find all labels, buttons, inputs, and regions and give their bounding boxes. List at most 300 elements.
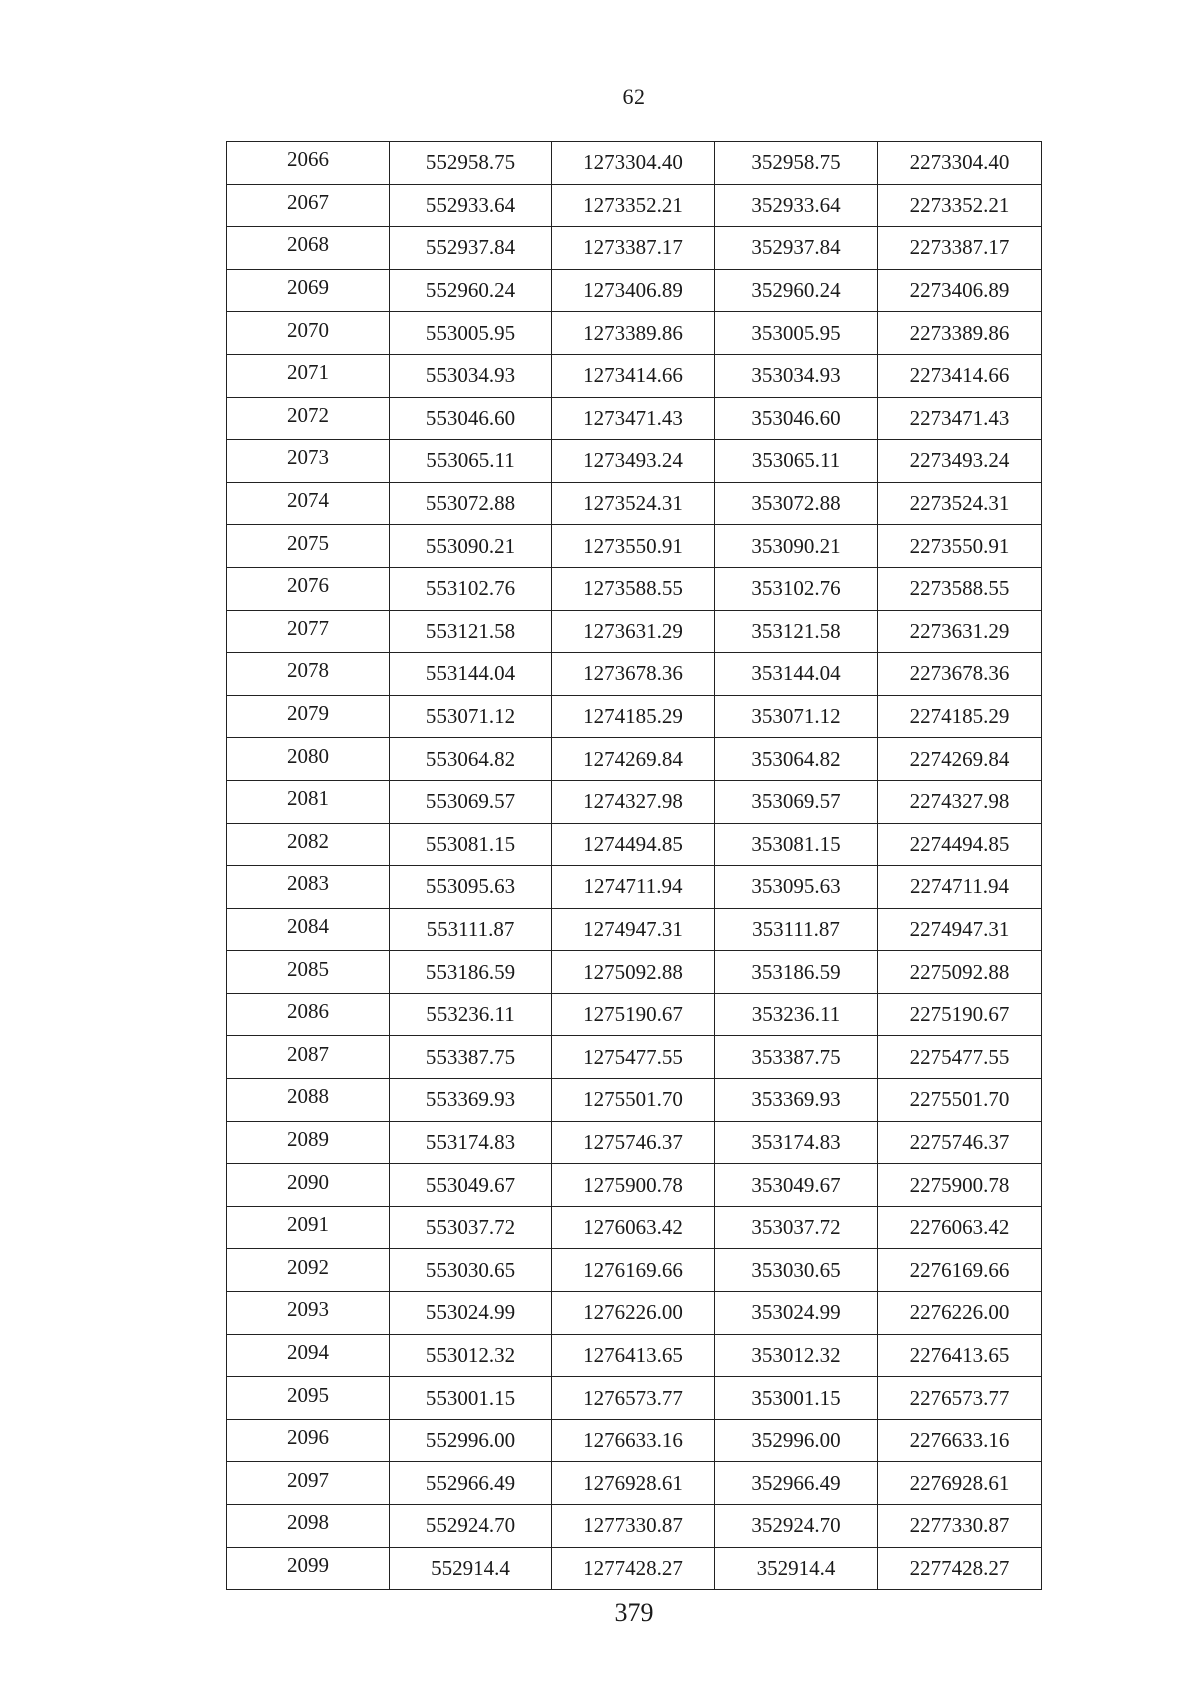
coordinate-value: 552966.49: [425, 1470, 516, 1495]
table-cell: [552, 1505, 715, 1548]
point-id: 2066: [287, 147, 329, 172]
point-id: 2096: [287, 1425, 329, 1450]
table-cell: [552, 567, 715, 610]
table-cell: [227, 1419, 390, 1462]
table-cell: [715, 482, 878, 525]
table-cell: [552, 610, 715, 653]
table-cell: [878, 354, 1042, 397]
table-cell: [390, 1249, 552, 1292]
table-cell: [878, 1079, 1042, 1122]
coordinate-value: 2275900.78: [909, 1172, 1010, 1197]
table-cell: [552, 1206, 715, 1249]
table-cell: [227, 610, 390, 653]
coordinate-value: 353236.11: [751, 1002, 841, 1027]
table-cell: [715, 653, 878, 696]
table-row: [227, 738, 1042, 781]
table-cell: [878, 440, 1042, 483]
coordinate-value: 2273524.31: [909, 491, 1010, 516]
table-row: [227, 1164, 1042, 1207]
table-cell: [715, 227, 878, 270]
table-row: [227, 823, 1042, 866]
table-row: [227, 525, 1042, 568]
coordinate-value: 553144.04: [425, 661, 516, 686]
table-row: [227, 1547, 1042, 1590]
table-cell: [878, 1164, 1042, 1207]
point-id: 2084: [287, 913, 329, 938]
coordinate-value: 2273389.86: [909, 320, 1010, 345]
table-row: [227, 312, 1042, 355]
table-row: [227, 695, 1042, 738]
coordinate-value: 353387.75: [751, 1044, 841, 1069]
coordinate-value: 2275501.70: [909, 1087, 1010, 1112]
table-cell: [227, 1206, 390, 1249]
coordinate-value: 353121.58: [751, 618, 841, 643]
coordinate-value: 552996.00: [425, 1428, 516, 1453]
table-cell: [552, 993, 715, 1036]
coordinate-value: 1273406.89: [583, 278, 683, 303]
table-cell: [715, 1079, 878, 1122]
coordinate-value: 2276413.65: [909, 1342, 1010, 1367]
coordinate-value: 2275190.67: [909, 1002, 1010, 1027]
table-cell: [552, 482, 715, 525]
coordinate-value: 1277428.27: [583, 1555, 683, 1580]
table-cell: [390, 610, 552, 653]
coordinate-value: 1276633.16: [583, 1428, 683, 1453]
table-cell: [390, 1036, 552, 1079]
coordinate-value: 353186.59: [751, 959, 841, 984]
table-row: [227, 354, 1042, 397]
coordinate-value: 353012.32: [751, 1342, 841, 1367]
point-id: 2081: [287, 786, 329, 811]
coordinate-table-container: [226, 141, 1036, 1590]
coordinate-value: 2273387.17: [909, 235, 1010, 260]
table-cell: [552, 142, 715, 185]
table-row: [227, 1462, 1042, 1505]
coordinate-value: 1276169.66: [583, 1257, 683, 1282]
coordinate-value: 353064.82: [751, 746, 841, 771]
table-cell: [227, 525, 390, 568]
coordinate-value: 1276573.77: [583, 1385, 683, 1410]
coordinate-value: 553065.11: [426, 448, 515, 473]
coordinate-value: 353369.93: [751, 1087, 841, 1112]
table-cell: [390, 1462, 552, 1505]
table-cell: [390, 269, 552, 312]
table-row: [227, 227, 1042, 270]
coordinate-value: 353174.83: [751, 1129, 841, 1154]
table-cell: [390, 1121, 552, 1164]
table-cell: [552, 951, 715, 994]
coordinate-value: 553072.88: [425, 491, 516, 516]
coordinate-value: 1274494.85: [583, 831, 683, 856]
coordinate-value: 353024.99: [751, 1300, 841, 1325]
table-row: [227, 780, 1042, 823]
table-cell: [715, 1462, 878, 1505]
coordinate-value: 1275900.78: [583, 1172, 683, 1197]
table-cell: [390, 312, 552, 355]
coordinate-value: 353049.67: [751, 1172, 841, 1197]
coordinate-value: 553071.12: [425, 704, 516, 729]
coordinate-value: 1275501.70: [583, 1087, 683, 1112]
point-id: 2077: [287, 615, 329, 640]
coordinate-value: 353001.15: [751, 1385, 841, 1410]
table-cell: [390, 567, 552, 610]
table-cell: [715, 142, 878, 185]
table-row: [227, 184, 1042, 227]
table-cell: [227, 823, 390, 866]
table-cell: [552, 1462, 715, 1505]
table-cell: [878, 653, 1042, 696]
table-cell: [390, 780, 552, 823]
coordinate-value: 553095.63: [425, 874, 516, 899]
table-cell: [552, 312, 715, 355]
point-id: 2082: [287, 828, 329, 853]
table-cell: [878, 1292, 1042, 1335]
table-body: [227, 142, 1042, 1590]
coordinate-value: 552914.4: [431, 1555, 510, 1580]
point-id: 2098: [287, 1510, 329, 1535]
table-cell: [552, 1377, 715, 1420]
table-cell: [390, 823, 552, 866]
table-cell: [878, 1505, 1042, 1548]
coordinate-value: 2273631.29: [909, 618, 1010, 643]
coordinate-value: 353034.93: [751, 363, 841, 388]
coordinate-value: 2275092.88: [909, 959, 1010, 984]
coordinate-value: 2273588.55: [909, 576, 1010, 601]
table-cell: [227, 1121, 390, 1164]
table-cell: [552, 440, 715, 483]
table-cell: [390, 482, 552, 525]
table-cell: [552, 1121, 715, 1164]
point-id: 2088: [287, 1084, 329, 1109]
table-cell: [878, 1462, 1042, 1505]
coordinate-value: 553111.87: [426, 916, 515, 941]
coordinate-value: 352966.49: [751, 1470, 841, 1495]
coordinate-value: 553034.93: [425, 363, 516, 388]
table-cell: [715, 823, 878, 866]
table-row: [227, 1206, 1042, 1249]
table-cell: [878, 1121, 1042, 1164]
table-cell: [390, 993, 552, 1036]
coordinate-value: 1277330.87: [583, 1513, 683, 1538]
point-id: 2078: [287, 658, 329, 683]
point-id: 2070: [287, 317, 329, 342]
table-cell: [390, 951, 552, 994]
coordinate-value: 2274711.94: [910, 874, 1009, 899]
table-row: [227, 1377, 1042, 1420]
coordinate-value: 2273304.40: [909, 150, 1010, 175]
coordinate-value: 2275746.37: [909, 1129, 1010, 1154]
table-cell: [878, 908, 1042, 951]
table-cell: [715, 184, 878, 227]
table-row: [227, 440, 1042, 483]
table-cell: [552, 184, 715, 227]
table-cell: [227, 1249, 390, 1292]
table-row: [227, 653, 1042, 696]
table-cell: [715, 1419, 878, 1462]
table-cell: [878, 269, 1042, 312]
table-cell: [227, 866, 390, 909]
coordinate-value: 1276063.42: [583, 1215, 683, 1240]
coordinate-value: 552937.84: [425, 235, 516, 260]
coordinate-value: 1275190.67: [583, 1002, 683, 1027]
table-cell: [878, 1547, 1042, 1590]
table-cell: [552, 866, 715, 909]
coordinate-value: 1274269.84: [583, 746, 683, 771]
coordinate-value: 2273471.43: [909, 405, 1010, 430]
point-id: 2091: [287, 1212, 329, 1237]
point-id: 2090: [287, 1169, 329, 1194]
coordinate-value: 353071.12: [751, 704, 841, 729]
table-cell: [552, 653, 715, 696]
table-cell: [390, 397, 552, 440]
point-id: 2094: [287, 1339, 329, 1364]
table-cell: [878, 397, 1042, 440]
coordinate-value: 353030.65: [751, 1257, 841, 1282]
coordinate-value: 1273524.31: [583, 491, 683, 516]
page-number-bottom: 379: [614, 1598, 654, 1627]
table-row: [227, 482, 1042, 525]
table-row: [227, 1419, 1042, 1462]
coordinate-value: 553369.93: [425, 1087, 516, 1112]
coordinate-value: 1273493.24: [583, 448, 683, 473]
coordinate-value: 553069.57: [425, 789, 516, 814]
table-cell: [552, 269, 715, 312]
table-cell: [715, 1334, 878, 1377]
coordinate-value: 353090.21: [751, 533, 841, 558]
table-cell: [552, 1547, 715, 1590]
table-cell: [715, 1121, 878, 1164]
coordinate-value: 352937.84: [751, 235, 841, 260]
table-cell: [390, 738, 552, 781]
table-cell: [227, 482, 390, 525]
coordinate-value: 2273406.89: [909, 278, 1010, 303]
table-cell: [227, 1505, 390, 1548]
coordinate-value: 1276226.00: [583, 1300, 683, 1325]
coordinate-value: 1273550.91: [583, 533, 683, 558]
coordinate-value: 353081.15: [751, 831, 841, 856]
coordinate-value: 552924.70: [425, 1513, 516, 1538]
table-row: [227, 1121, 1042, 1164]
coordinate-value: 553186.59: [425, 959, 516, 984]
table-cell: [552, 1036, 715, 1079]
coordinate-value: 352996.00: [751, 1428, 841, 1453]
coordinate-value: 1273631.29: [583, 618, 683, 643]
table-cell: [390, 354, 552, 397]
coordinate-value: 2276928.61: [909, 1470, 1010, 1495]
point-id: 2087: [287, 1041, 329, 1066]
table-cell: [390, 1547, 552, 1590]
coordinate-value: 553064.82: [425, 746, 516, 771]
table-cell: [715, 993, 878, 1036]
table-row: [227, 993, 1042, 1036]
table-cell: [552, 1334, 715, 1377]
coordinate-value: 353046.60: [751, 405, 841, 430]
table-row: [227, 1292, 1042, 1335]
coordinate-value: 1273389.86: [583, 320, 683, 345]
coordinate-value: 1276413.65: [583, 1342, 683, 1367]
coordinate-value: 2276573.77: [909, 1385, 1010, 1410]
table-cell: [878, 738, 1042, 781]
table-cell: [715, 1292, 878, 1335]
coordinate-value: 352924.70: [751, 1513, 841, 1538]
coordinate-value: 2273550.91: [909, 533, 1010, 558]
table-cell: [390, 1334, 552, 1377]
table-cell: [390, 866, 552, 909]
coordinate-value: 553174.83: [425, 1129, 516, 1154]
coordinate-value: 2273678.36: [909, 661, 1010, 686]
coordinate-value: 353144.04: [751, 661, 841, 686]
table-cell: [715, 780, 878, 823]
coordinate-value: 2274947.31: [909, 916, 1010, 941]
table-cell: [878, 1036, 1042, 1079]
point-id: 2076: [287, 573, 329, 598]
table-cell: [878, 184, 1042, 227]
table-cell: [878, 525, 1042, 568]
table-cell: [552, 1419, 715, 1462]
coordinate-value: 553001.15: [425, 1385, 516, 1410]
table-cell: [390, 1206, 552, 1249]
table-row: [227, 1505, 1042, 1548]
table-cell: [227, 269, 390, 312]
table-cell: [878, 227, 1042, 270]
point-id: 2095: [287, 1382, 329, 1407]
coordinate-value: 1273387.17: [583, 235, 683, 260]
table-cell: [715, 1377, 878, 1420]
table-cell: [715, 951, 878, 994]
point-id: 2086: [287, 999, 329, 1024]
coordinate-value: 553236.11: [426, 1002, 515, 1027]
coordinate-value: 553121.58: [425, 618, 516, 643]
coordinate-value: 352933.64: [751, 192, 841, 217]
table-cell: [390, 1164, 552, 1207]
coordinate-value: 2274269.84: [909, 746, 1010, 771]
table-cell: [227, 312, 390, 355]
point-id: 2085: [287, 956, 329, 981]
coordinate-value: 352958.75: [751, 150, 841, 175]
coordinate-value: 553081.15: [425, 831, 516, 856]
coordinate-value: 1274185.29: [583, 704, 683, 729]
table-cell: [227, 1292, 390, 1335]
table-row: [227, 1036, 1042, 1079]
table-cell: [552, 695, 715, 738]
table-cell: [552, 1292, 715, 1335]
table-cell: [390, 908, 552, 951]
table-row: [227, 567, 1042, 610]
table-cell: [715, 567, 878, 610]
coordinate-value: 1275477.55: [583, 1044, 683, 1069]
point-id: 2089: [287, 1126, 329, 1151]
coordinate-value: 1276928.61: [583, 1470, 683, 1495]
table-cell: [552, 525, 715, 568]
point-id: 2074: [287, 488, 329, 513]
table-cell: [390, 1079, 552, 1122]
coordinate-value: 1274947.31: [583, 916, 683, 941]
table-cell: [552, 1249, 715, 1292]
coordinate-value: 553024.99: [425, 1300, 516, 1325]
table-cell: [878, 823, 1042, 866]
point-id: 2075: [287, 530, 329, 555]
coordinate-value: 352960.24: [751, 278, 841, 303]
table-cell: [390, 227, 552, 270]
coordinate-value: 2277428.27: [909, 1555, 1010, 1580]
table-cell: [390, 695, 552, 738]
coordinate-value: 2275477.55: [909, 1044, 1010, 1069]
point-id: 2092: [287, 1254, 329, 1279]
table-cell: [552, 738, 715, 781]
table-cell: [878, 610, 1042, 653]
table-row: [227, 610, 1042, 653]
table-cell: [227, 227, 390, 270]
table-cell: [227, 653, 390, 696]
point-id: 2080: [287, 743, 329, 768]
table-row: [227, 269, 1042, 312]
coordinate-value: 553102.76: [425, 576, 516, 601]
table-cell: [715, 1206, 878, 1249]
table-cell: [227, 1079, 390, 1122]
point-id: 2097: [287, 1467, 329, 1492]
table-cell: [878, 695, 1042, 738]
table-cell: [227, 1547, 390, 1590]
coordinate-value: 353102.76: [751, 576, 841, 601]
coordinate-value: 1275092.88: [583, 959, 683, 984]
table-cell: [715, 695, 878, 738]
table-cell: [227, 993, 390, 1036]
table-cell: [715, 610, 878, 653]
table-cell: [390, 653, 552, 696]
coordinate-value: 552933.64: [425, 192, 516, 217]
table-cell: [715, 1505, 878, 1548]
coordinate-value: 1273678.36: [583, 661, 683, 686]
coordinate-value: 353072.88: [751, 491, 841, 516]
table-cell: [227, 695, 390, 738]
point-id: 2073: [287, 445, 329, 470]
table-cell: [878, 780, 1042, 823]
coordinate-value: 1273414.66: [583, 363, 683, 388]
coordinate-value: 553049.67: [425, 1172, 516, 1197]
coordinate-value: 2277330.87: [909, 1513, 1010, 1538]
table-cell: [390, 142, 552, 185]
table-cell: [715, 354, 878, 397]
table-cell: [552, 397, 715, 440]
table-cell: [227, 951, 390, 994]
coordinate-value: 2273352.21: [909, 192, 1010, 217]
coordinate-value: 1274711.94: [583, 874, 683, 899]
coordinate-value: 1275746.37: [583, 1129, 683, 1154]
coordinate-value: 2274185.29: [909, 704, 1010, 729]
table-cell: [390, 440, 552, 483]
coordinate-value: 2276063.42: [909, 1215, 1010, 1240]
table-cell: [878, 866, 1042, 909]
table-cell: [227, 738, 390, 781]
point-id: 2072: [287, 402, 329, 427]
table-cell: [227, 1377, 390, 1420]
table-cell: [552, 1079, 715, 1122]
table-cell: [227, 1462, 390, 1505]
table-cell: [878, 482, 1042, 525]
coordinate-value: 553090.21: [425, 533, 516, 558]
table-cell: [227, 1036, 390, 1079]
table-cell: [715, 1036, 878, 1079]
table-cell: [715, 908, 878, 951]
table-cell: [715, 1547, 878, 1590]
coordinate-value: 2274494.85: [909, 831, 1010, 856]
table-cell: [878, 567, 1042, 610]
coordinate-value: 553387.75: [425, 1044, 516, 1069]
coordinate-value: 2276169.66: [909, 1257, 1010, 1282]
coordinate-value: 352914.4: [756, 1555, 836, 1580]
table-row: [227, 1334, 1042, 1377]
table-cell: [715, 866, 878, 909]
